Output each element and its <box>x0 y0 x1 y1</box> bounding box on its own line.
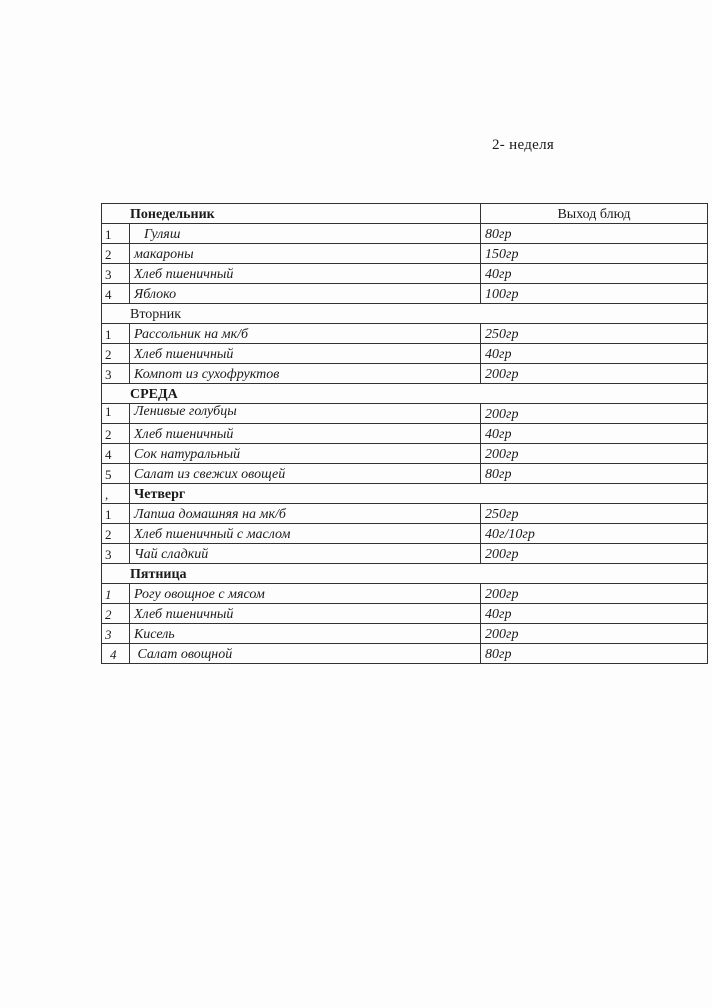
day-label-wednesday: СРЕДА <box>102 384 708 404</box>
table-row <box>102 364 708 384</box>
dish-name: Рогу овощное с мясом <box>130 584 481 604</box>
header-output: Выход блюд <box>481 204 708 224</box>
table-row <box>102 464 708 484</box>
row-number: 1 <box>102 504 130 524</box>
row-number: 1 <box>102 224 130 244</box>
day-label-tuesday: Вторник <box>102 304 708 324</box>
table-row <box>102 284 708 304</box>
row-number: 5 <box>102 464 130 484</box>
row-number: 4 <box>102 284 130 304</box>
dish-name: Компот из сухофруктов <box>130 364 481 384</box>
table-row <box>102 324 708 344</box>
row-number: 1 <box>102 324 130 344</box>
header-day-monday: Понедельник <box>102 204 481 224</box>
row-number: 1 <box>102 584 130 604</box>
table-row <box>102 444 708 464</box>
dish-output: 80гр <box>481 464 708 484</box>
dish-output: 200гр <box>481 444 708 464</box>
dish-name: Сок натуральный <box>130 444 481 464</box>
dish-output: 100гр <box>481 284 708 304</box>
dish-name: Ленивые голубцы <box>130 404 481 424</box>
row-number: 3 <box>102 364 130 384</box>
row-number: 2 <box>102 344 130 364</box>
dish-output: 150гр <box>481 244 708 264</box>
row-number: 2 <box>102 244 130 264</box>
dish-name: макароны <box>130 244 481 264</box>
day-row-friday <box>102 564 708 584</box>
table-row <box>102 244 708 264</box>
day-row-wednesday <box>102 384 708 404</box>
dish-name: Рассольник на мк/б <box>130 324 481 344</box>
dish-output: 40гр <box>481 604 708 624</box>
table-row <box>102 344 708 364</box>
dish-name: Гуляш <box>130 224 481 244</box>
day-marker: , <box>102 484 130 504</box>
row-number: 3 <box>102 544 130 564</box>
table-header-row <box>102 204 708 224</box>
table-row <box>102 404 708 424</box>
dish-name: Хлеб пшеничный <box>130 264 481 284</box>
dish-name: Хлеб пшеничный с маслом <box>130 524 481 544</box>
dish-output: 250гр <box>481 504 708 524</box>
dish-output: 200гр <box>481 544 708 564</box>
dish-name: Хлеб пшеничный <box>130 604 481 624</box>
dish-name: Хлеб пшеничный <box>130 424 481 444</box>
table-row <box>102 604 708 624</box>
dish-name: Кисель <box>130 624 481 644</box>
table-row <box>102 544 708 564</box>
dish-name: Хлеб пшеничный <box>130 344 481 364</box>
dish-name: Салат овощной <box>130 644 481 664</box>
row-number: 4 <box>102 444 130 464</box>
table-row <box>102 624 708 644</box>
row-number: 1 <box>102 404 130 424</box>
dish-name: Чай сладкий <box>130 544 481 564</box>
table-row <box>102 644 708 664</box>
menu-table <box>101 203 708 664</box>
day-row-thursday <box>102 484 708 504</box>
dish-output: 80гр <box>481 224 708 244</box>
row-number: 4 <box>102 644 130 664</box>
table-row <box>102 584 708 604</box>
dish-output: 40гр <box>481 264 708 284</box>
dish-name: Салат из свежих овощей <box>130 464 481 484</box>
table-row <box>102 264 708 284</box>
table-row <box>102 424 708 444</box>
row-number: 2 <box>102 524 130 544</box>
dish-output: 40гр <box>481 424 708 444</box>
row-number: 3 <box>102 624 130 644</box>
dish-output: 200гр <box>481 624 708 644</box>
row-number: 3 <box>102 264 130 284</box>
dish-output: 40г/10гр <box>481 524 708 544</box>
dish-output: 250гр <box>481 324 708 344</box>
table-row <box>102 504 708 524</box>
dish-output: 200гр <box>481 364 708 384</box>
dish-output: 40гр <box>481 344 708 364</box>
row-number: 2 <box>102 424 130 444</box>
row-number: 2 <box>102 604 130 624</box>
dish-output: 80гр <box>481 644 708 664</box>
week-title: 2- неделя <box>492 137 555 153</box>
dish-name: Яблоко <box>130 284 481 304</box>
dish-name: Лапша домашняя на мк/б <box>130 504 481 524</box>
day-label-friday: Пятница <box>102 564 708 584</box>
day-row-tuesday <box>102 304 708 324</box>
table-row <box>102 224 708 244</box>
table-row <box>102 524 708 544</box>
dish-output: 200гр <box>481 584 708 604</box>
dish-output: 200гр <box>481 404 708 424</box>
day-label-thursday: Четверг <box>130 484 708 504</box>
